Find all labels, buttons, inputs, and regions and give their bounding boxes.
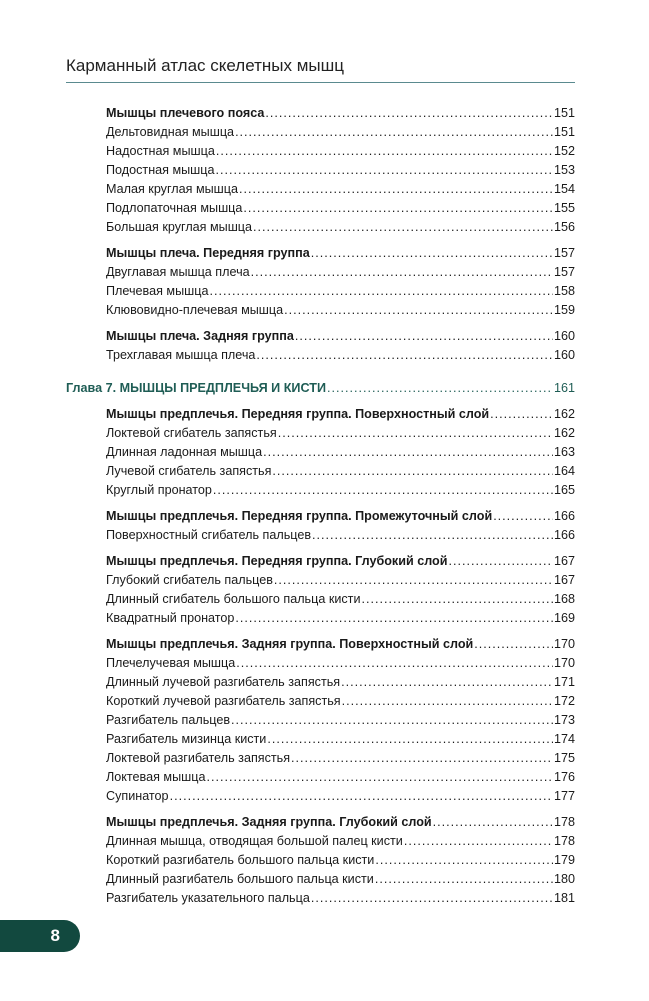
toc-entry-title: Круглый пронатор bbox=[106, 483, 212, 497]
dot-leader bbox=[311, 244, 553, 263]
dot-leader bbox=[361, 590, 553, 609]
toc-entry-title: Глубокий сгибатель пальцев bbox=[106, 573, 273, 587]
dot-leader bbox=[284, 301, 553, 320]
dot-leader bbox=[265, 104, 553, 123]
dot-leader bbox=[433, 813, 553, 832]
toc-entry-title: Двуглавая мышца плеча bbox=[106, 265, 250, 279]
toc-entry-title: Квадратный пронатор bbox=[106, 611, 235, 625]
toc-entry-page: 173 bbox=[553, 713, 575, 727]
toc-entry[interactable] bbox=[66, 673, 575, 692]
toc-entry-title: Плечевая мышца bbox=[106, 284, 209, 298]
toc-entry[interactable] bbox=[66, 443, 575, 462]
toc-entry-page: 161 bbox=[553, 381, 575, 395]
toc-entry-page: 180 bbox=[553, 872, 575, 886]
toc-entry-page: 165 bbox=[553, 483, 575, 497]
dot-leader bbox=[170, 787, 553, 806]
toc-entry[interactable] bbox=[66, 609, 575, 628]
page-number-tab bbox=[0, 920, 80, 952]
toc-entry[interactable] bbox=[66, 161, 575, 180]
toc-entry-title: Подостная мышца bbox=[106, 163, 215, 177]
dot-leader bbox=[404, 832, 553, 851]
dot-leader bbox=[236, 654, 553, 673]
toc-entry-page: 160 bbox=[553, 348, 575, 362]
dot-leader bbox=[216, 161, 553, 180]
page-number: 8 bbox=[50, 926, 60, 945]
dot-leader bbox=[295, 327, 553, 346]
dot-leader bbox=[209, 282, 553, 301]
toc-entry[interactable] bbox=[66, 654, 575, 673]
toc-entry-title: Мышцы предплечья. Задняя группа. Поверхностный слой bbox=[106, 637, 474, 651]
toc-entry-page: 157 bbox=[553, 246, 575, 260]
toc-entry-title: Глава 7. МЫШЦЫ ПРЕДПЛЕЧЬЯ И КИСТИ bbox=[66, 381, 326, 395]
toc-entry-page: 166 bbox=[553, 509, 575, 523]
header-rule bbox=[66, 82, 575, 83]
toc-entry-title: Длинная мышца, отводящая большой палец кисти bbox=[106, 834, 403, 848]
toc-section[interactable] bbox=[66, 813, 575, 832]
toc-entry-page: 154 bbox=[553, 182, 575, 196]
dot-leader bbox=[243, 199, 553, 218]
toc-section[interactable] bbox=[66, 635, 575, 654]
toc-entry[interactable] bbox=[66, 851, 575, 870]
toc-entry[interactable] bbox=[66, 263, 575, 282]
toc-entry[interactable] bbox=[66, 180, 575, 199]
toc-entry-page: 171 bbox=[553, 675, 575, 689]
toc-entry-page: 167 bbox=[553, 573, 575, 587]
toc-entry[interactable] bbox=[66, 301, 575, 320]
toc-entry-page: 167 bbox=[553, 554, 575, 568]
toc-entry-page: 181 bbox=[553, 891, 575, 905]
toc-entry[interactable] bbox=[66, 870, 575, 889]
dot-leader bbox=[256, 346, 553, 365]
dot-leader bbox=[213, 481, 553, 500]
toc-entry[interactable] bbox=[66, 123, 575, 142]
dot-leader bbox=[272, 462, 553, 481]
toc-entry-title: Разгибатель пальцев bbox=[106, 713, 231, 727]
toc-entry[interactable] bbox=[66, 768, 575, 787]
dot-leader bbox=[291, 749, 553, 768]
toc-entry[interactable] bbox=[66, 424, 575, 443]
toc-entry-page: 151 bbox=[553, 125, 575, 139]
dot-leader bbox=[235, 609, 553, 628]
toc-entry-page: 172 bbox=[553, 694, 575, 708]
toc-entry[interactable] bbox=[66, 749, 575, 768]
toc-entry-title: Мышцы предплечья. Задняя группа. Глубокий слой bbox=[106, 815, 432, 829]
toc-entry-page: 163 bbox=[553, 445, 575, 459]
toc-entry-title: Дельтовидная мышца bbox=[106, 125, 235, 139]
toc-entry-title: Короткий разгибатель большого пальца кисти bbox=[106, 853, 375, 867]
dot-leader bbox=[474, 635, 553, 654]
toc-entry-page: 170 bbox=[553, 637, 575, 651]
dot-leader bbox=[342, 692, 553, 711]
running-header: Карманный атлас скелетных мышц bbox=[66, 56, 344, 75]
toc-entry-page: 157 bbox=[553, 265, 575, 279]
toc-entry[interactable] bbox=[66, 787, 575, 806]
dot-leader bbox=[239, 180, 553, 199]
toc-entry-title: Поверхностный сгибатель пальцев bbox=[106, 528, 312, 542]
toc-entry-page: 155 bbox=[553, 201, 575, 215]
dot-leader bbox=[375, 870, 553, 889]
dot-leader bbox=[311, 889, 553, 908]
toc-entry-page: 166 bbox=[553, 528, 575, 542]
toc-entry-page: 176 bbox=[553, 770, 575, 784]
toc-entry-page: 164 bbox=[553, 464, 575, 478]
toc-entry-page: 162 bbox=[553, 407, 575, 421]
toc-entry-title: Мышцы предплечья. Передняя группа. Промежуточный слой bbox=[106, 509, 493, 523]
toc-entry-page: 158 bbox=[553, 284, 575, 298]
toc-entry-page: 168 bbox=[553, 592, 575, 606]
toc-section[interactable] bbox=[66, 327, 575, 346]
dot-leader bbox=[327, 379, 553, 398]
dot-leader bbox=[278, 424, 553, 443]
toc-entry-title: Малая круглая мышца bbox=[106, 182, 238, 196]
toc-entry[interactable] bbox=[66, 711, 575, 730]
dot-leader bbox=[216, 142, 553, 161]
toc-section[interactable] bbox=[66, 405, 575, 424]
toc-entry-title: Мышцы предплечья. Передняя группа. Поверхностный слой bbox=[106, 407, 490, 421]
toc-entry-page: 179 bbox=[553, 853, 575, 867]
toc-entry-page: 156 bbox=[553, 220, 575, 234]
toc-entry-title: Разгибатель мизинца кисти bbox=[106, 732, 267, 746]
dot-leader bbox=[274, 571, 553, 590]
toc-entry[interactable] bbox=[66, 832, 575, 851]
dot-leader bbox=[493, 507, 553, 526]
dot-leader bbox=[267, 730, 553, 749]
toc-entry[interactable] bbox=[66, 590, 575, 609]
dot-leader bbox=[263, 443, 553, 462]
toc-entry[interactable] bbox=[66, 199, 575, 218]
dot-leader bbox=[341, 673, 553, 692]
toc-section[interactable] bbox=[66, 104, 575, 123]
toc-section[interactable] bbox=[66, 507, 575, 526]
toc-entry-title: Мышцы предплечья. Передняя группа. Глубокий слой bbox=[106, 554, 448, 568]
toc-entry-page: 178 bbox=[553, 815, 575, 829]
toc-entry[interactable] bbox=[66, 889, 575, 908]
toc-section[interactable] bbox=[66, 552, 575, 571]
dot-leader bbox=[235, 123, 553, 142]
toc-entry-page: 169 bbox=[553, 611, 575, 625]
toc-entry[interactable] bbox=[66, 462, 575, 481]
toc-entry-title: Локтевая мышца bbox=[106, 770, 206, 784]
toc-entry-title: Плечелучевая мышца bbox=[106, 656, 236, 670]
toc-entry-title: Мышцы плечевого пояса bbox=[106, 106, 265, 120]
toc-entry[interactable] bbox=[66, 142, 575, 161]
dot-leader bbox=[206, 768, 553, 787]
toc-entry-page: 152 bbox=[553, 144, 575, 158]
toc-section[interactable] bbox=[66, 244, 575, 263]
toc-entry-title: Супинатор bbox=[106, 789, 169, 803]
toc-entry-title: Подлопаточная мышца bbox=[106, 201, 243, 215]
toc-entry-page: 170 bbox=[553, 656, 575, 670]
toc-entry-page: 159 bbox=[553, 303, 575, 317]
toc-entry-page: 178 bbox=[553, 834, 575, 848]
toc-entry-title: Надостная мышца bbox=[106, 144, 215, 158]
toc-chapter[interactable] bbox=[66, 379, 575, 398]
toc-entry[interactable] bbox=[66, 282, 575, 301]
toc-entry-title: Клювовидно-плечевая мышца bbox=[106, 303, 284, 317]
toc-entry-page: 151 bbox=[553, 106, 575, 120]
toc-entry-page: 160 bbox=[553, 329, 575, 343]
toc-entry[interactable] bbox=[66, 526, 575, 545]
toc-entry[interactable] bbox=[66, 571, 575, 590]
toc-entry-title: Длинный лучевой разгибатель запястья bbox=[106, 675, 341, 689]
toc-entry-page: 153 bbox=[553, 163, 575, 177]
toc-entry-page: 162 bbox=[553, 426, 575, 440]
dot-leader bbox=[253, 218, 553, 237]
dot-leader bbox=[312, 526, 553, 545]
toc-entry-title: Мышцы плеча. Задняя группа bbox=[106, 329, 294, 343]
dot-leader bbox=[490, 405, 553, 424]
toc-entry-page: 177 bbox=[553, 789, 575, 803]
toc-entry[interactable] bbox=[66, 346, 575, 365]
toc-entry-title: Трехглавая мышца плеча bbox=[106, 348, 256, 362]
toc-entry-title: Мышцы плеча. Передняя группа bbox=[106, 246, 310, 260]
table-of-contents bbox=[66, 104, 575, 908]
toc-entry[interactable] bbox=[66, 218, 575, 237]
dot-leader bbox=[375, 851, 553, 870]
dot-leader bbox=[231, 711, 553, 730]
toc-entry-title: Большая круглая мышца bbox=[106, 220, 253, 234]
toc-entry-page: 174 bbox=[553, 732, 575, 746]
toc-entry-title: Лучевой сгибатель запястья bbox=[106, 464, 272, 478]
dot-leader bbox=[251, 263, 553, 282]
dot-leader bbox=[449, 552, 553, 571]
toc-entry-title: Короткий лучевой разгибатель запястья bbox=[106, 694, 341, 708]
toc-entry[interactable] bbox=[66, 481, 575, 500]
toc-entry[interactable] bbox=[66, 692, 575, 711]
toc-entry-title: Локтевой разгибатель запястья bbox=[106, 751, 291, 765]
toc-entry-page: 175 bbox=[553, 751, 575, 765]
toc-entry[interactable] bbox=[66, 730, 575, 749]
toc-entry-title: Длинный сгибатель большого пальца кисти bbox=[106, 592, 361, 606]
toc-entry-title: Локтевой сгибатель запястья bbox=[106, 426, 277, 440]
toc-entry-title: Разгибатель указательного пальца bbox=[106, 891, 310, 905]
toc-entry-title: Длинный разгибатель большого пальца кисти bbox=[106, 872, 374, 886]
toc-entry-title: Длинная ладонная мышца bbox=[106, 445, 263, 459]
